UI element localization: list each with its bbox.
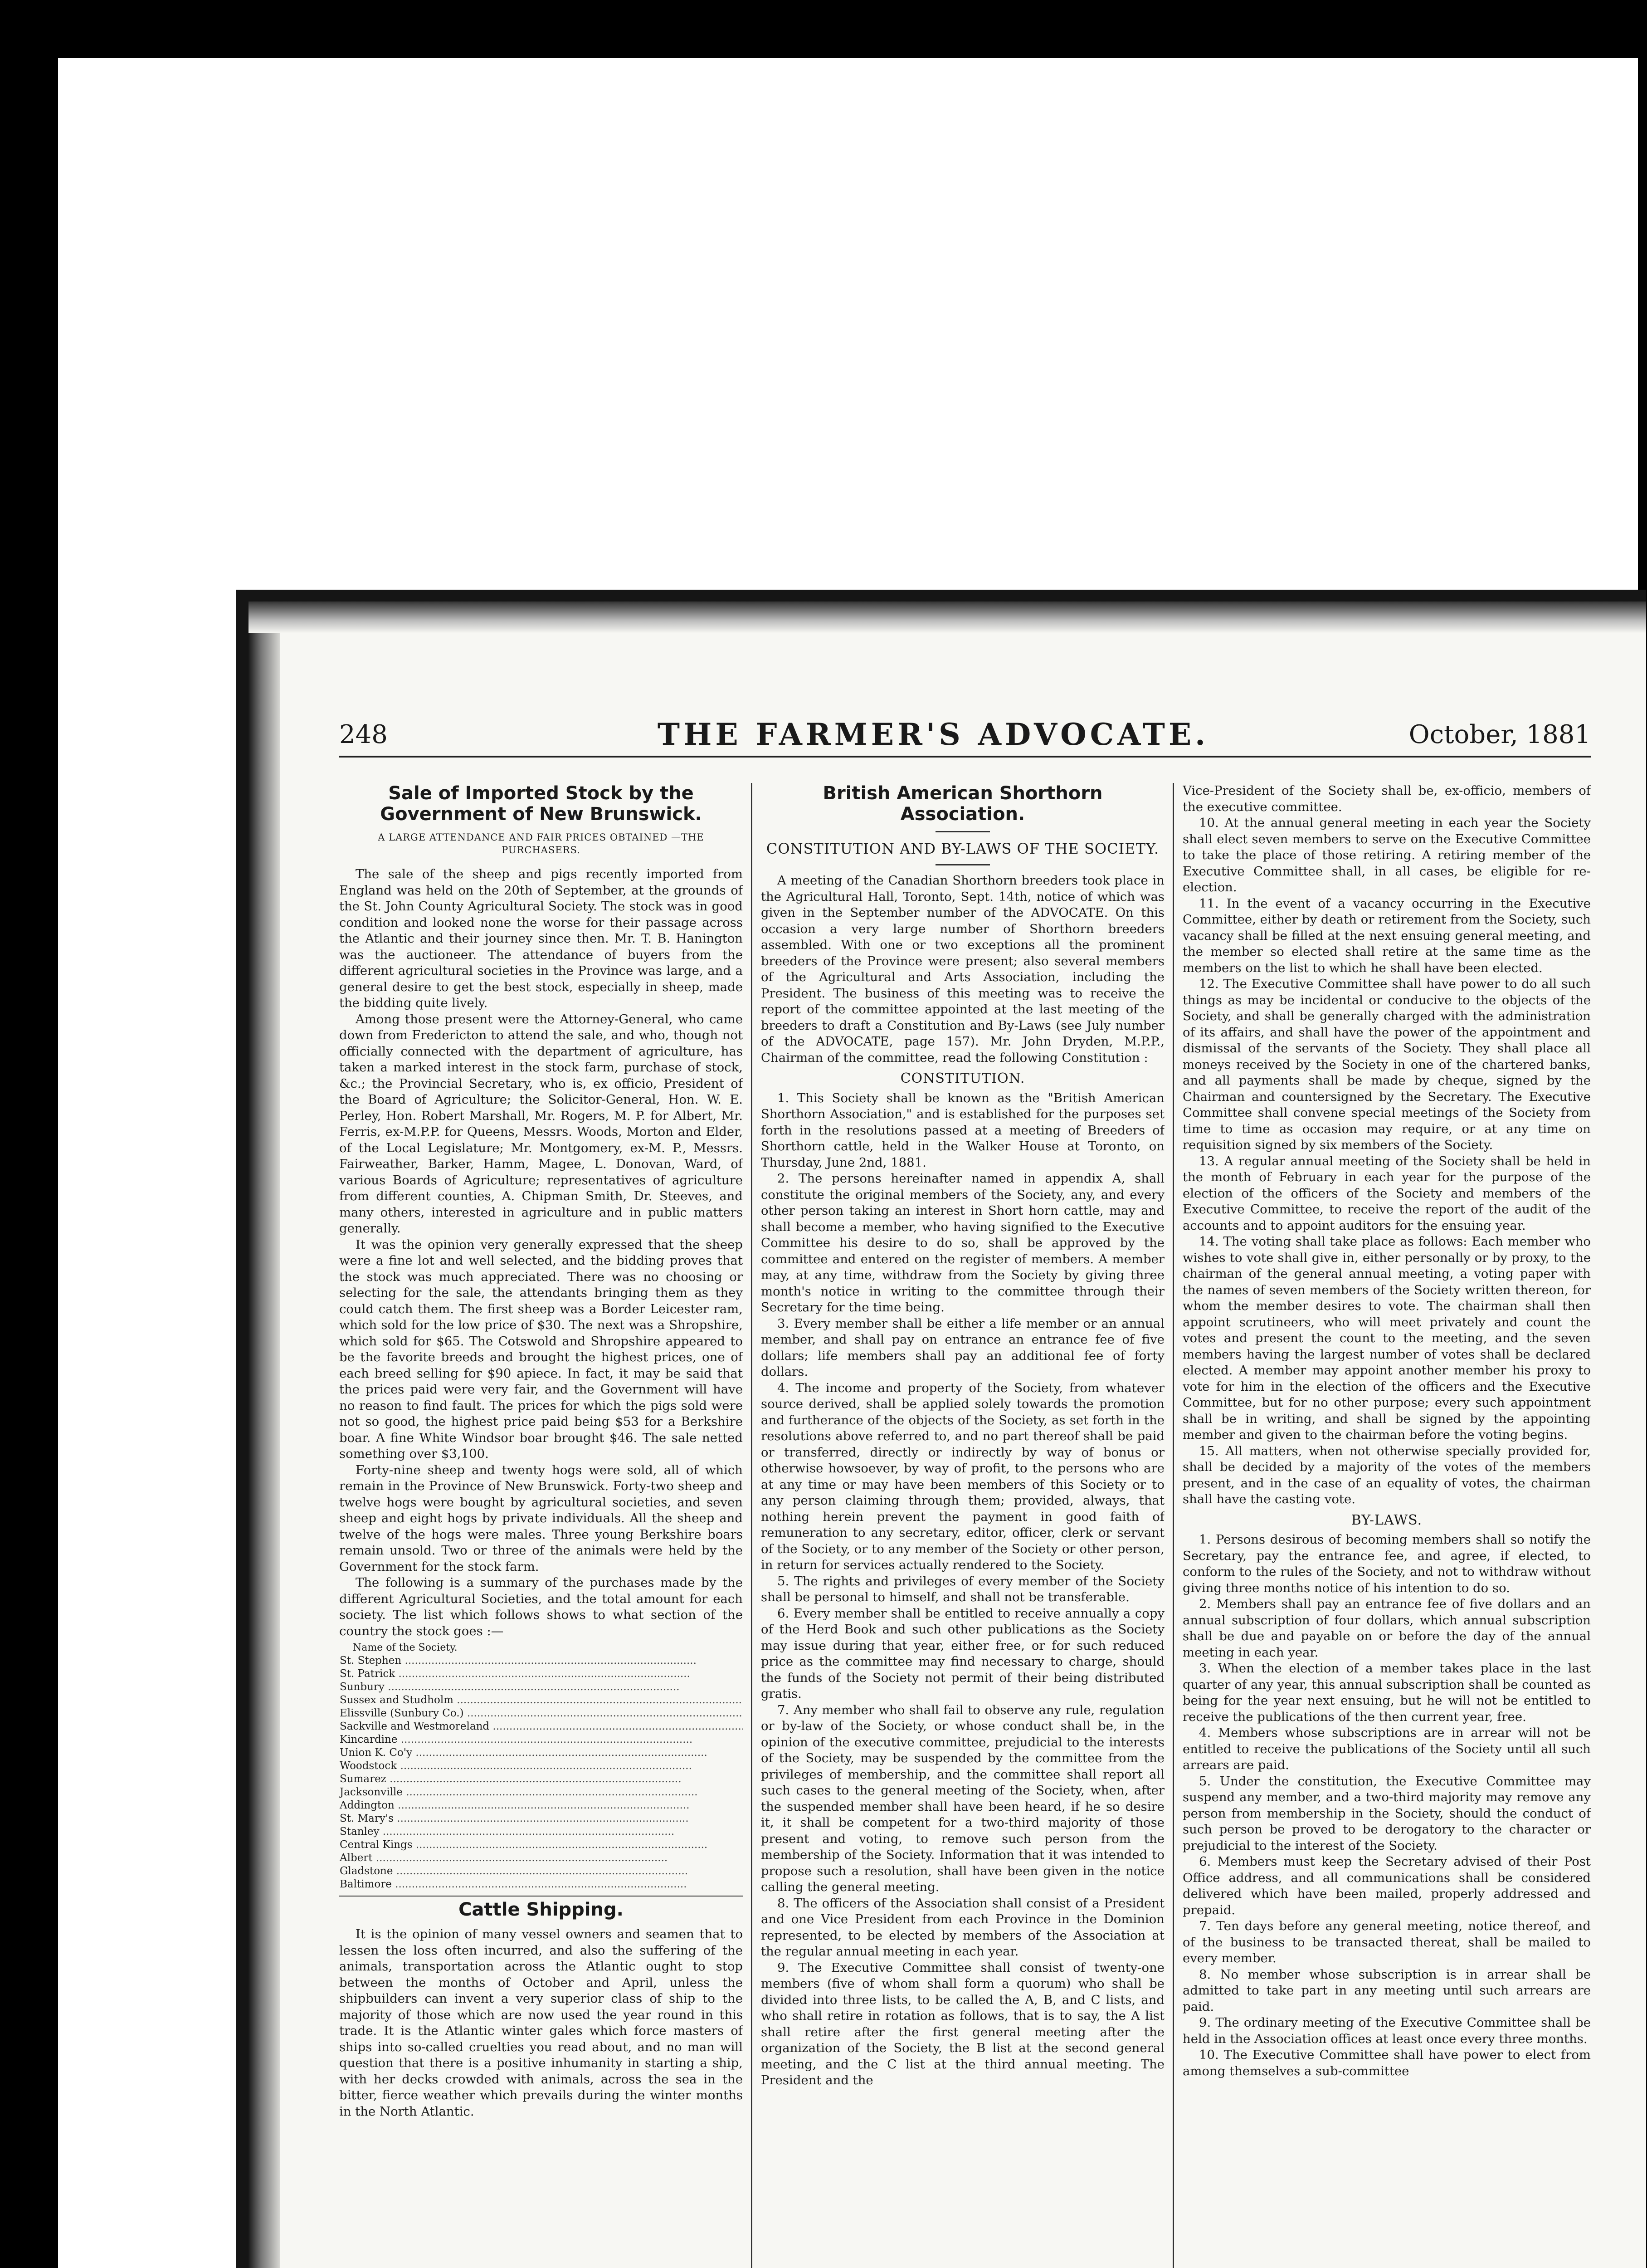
bylaw-clause: 8. No member whose subscription is in arrear shall be admitted to take part in any meeting until such arrears are paid. — [1183, 1967, 1591, 2014]
constitution-clause: 1. This Society shall be known as the "British American Shorthorn Association," and is established for the purposes set forth in the resolutions passed at a meeting of Breeders of Shorthorn cattle, held in the Walker House at Toronto, on Thursday, June 2nd, 1881. — [761, 1090, 1165, 1170]
table-rule — [339, 1896, 743, 1897]
constitution-clause: 4. The income and property of the Society, from whatever source derived, shall be applied solely towards the promotion and furtherance of the objects of the Society, as set forth in the resolutions above referred to, and no part thereof shall be paid or transferred, directly or indirectly by way of bonus or otherwise howsoever, by way of profit, to the persons who are at any time or may have been members of this Society or to any person claiming through them; provided, always, that nothing herein prevent the payment in good faith of remuneration to any secretary, editor, officer, clerk or servant of the Society, or to any member of the Society or other person, in return for services actually rendered to the Society. — [761, 1380, 1165, 1572]
constitution-clause: 6. Every member shall be entitled to receive annually a copy of the Herd Book and such other publications as the Society may issue during that year, either free, or for such reduced price as the committee may find necessary to charge, should the funds of the Society not permit of their being distributed gratis. — [761, 1606, 1165, 1701]
column-rule — [751, 783, 752, 2268]
bylaw-clause: 1. Persons desirous of becoming members shall so notify the Secretary, pay the entrance fee, and agree, if elected, to conform to the rules of the Society, and not to withdraw without giving three months notice of his intention to do so. — [1183, 1532, 1591, 1595]
constitution-clause: 3. Every member shall be either a life member or an annual member, and shall pay on entrance an entrance fee of five dollars; life members shall pay an additional fee of forty dollars. — [761, 1316, 1165, 1379]
article-paragraph: The sale of the sheep and pigs recently imported from England was held on the 20th of September, at the grounds of the St. John County Agricultural Society. The stock was in good condition and looked none the worse for their passage across the Atlantic and their journey since then. Mr. T. B. Hanington was the auctioneer. The attendance of buyers from the different agricultural societies in the Province was large, and a general desire to get the best stock, especially in sheep, made the bidding quite lively. — [339, 867, 743, 1010]
table-row — [339, 1694, 743, 1707]
table-row — [339, 1720, 743, 1733]
society-name: Jacksonville ..... — [339, 1786, 743, 1799]
society-name: Kincardine ..... — [339, 1733, 743, 1746]
table-row — [339, 1812, 743, 1825]
society-name: Gladstone ..... — [339, 1865, 743, 1878]
table-row — [339, 1878, 743, 1891]
table-row — [339, 1667, 743, 1681]
publication-title: THE FARMER'S ADVOCATE. — [657, 717, 1209, 752]
table-row — [339, 1760, 743, 1773]
society-name: Sussex and Studholm ..... — [339, 1694, 743, 1707]
column-3 — [1183, 783, 1591, 2268]
constitution-clause: Vice-President of the Society shall be, ex-officio, members of the executive committee. — [1183, 783, 1591, 814]
scan-border-top — [0, 0, 1647, 58]
bylaw-clause: 4. Members whose subscriptions are in arrear will not be entitled to receive the publications of the Society until all such arrears are paid. — [1183, 1725, 1591, 1772]
table-row — [339, 1773, 743, 1786]
society-name: Union K. Co'y ..... — [339, 1746, 743, 1760]
column-1 — [339, 783, 743, 2268]
issue-date: October, 1881 — [1408, 720, 1591, 749]
constitution-clause: 2. The persons hereinafter named in appendix A, shall constitute the original members of the Society, any, and every other person taking an interest in Short horn cattle, may and shall become a member, who having signified to the Executive Committee his desire to do so, shall be approved by the committee and entered on the register of members. A member may, at any time, withdraw from the Society by giving three month's notice in writing to the committee through their Secretary for the time being. — [761, 1171, 1165, 1315]
page-edge — [249, 601, 1646, 633]
constitution-clause: 5. The rights and privileges of every member of the Society shall be personal to himself, and shall not be transferable. — [761, 1574, 1165, 1604]
table-row — [339, 1707, 743, 1720]
constitution-clause: 10. At the annual general meeting in each year the Society shall elect seven members to serve on the Executive Committee to take the place of those retiring. A retiring member of the Executive Committee shall, in all cases, be eligible for re-election. — [1183, 816, 1591, 894]
table-row — [339, 1654, 743, 1667]
short-rule — [936, 831, 990, 832]
section-heading: CONSTITUTION. — [900, 1070, 1025, 1086]
table-row — [339, 1681, 743, 1694]
masthead — [339, 715, 1591, 758]
newspaper-page — [236, 590, 1646, 2268]
society-name: St. Stephen ..... — [339, 1654, 743, 1667]
purchases-table-body — [339, 1654, 743, 1891]
table-row — [339, 1799, 743, 1812]
constitution-clause: 9. The Executive Committee shall consist of twenty-one members (five of whom shall form a quorum) who shall be divided into three lists, to be called the A, B, and C lists, and who shall retire in rotation as follows, that is to say, the A list shall retire after the first general meeting after the organization of the Society, the B list at the second general meeting, and the C list at the third annual meeting. The President and the — [761, 1960, 1165, 2087]
bylaw-clause: 6. Members must keep the Secretary advised of their Post Office address, and all communications shall be considered delivered which have been mailed, properly addressed and prepaid. — [1183, 1854, 1591, 1917]
bylaw-clause: 2. Members shall pay an entrance fee of five dollars and an annual subscription of four dollars, which annual subscription shall be due and payable on or before the day of the annual meeting in each year. — [1183, 1597, 1591, 1660]
article-headline: British American Shorthorn Association. — [823, 783, 1103, 825]
article-headline: Sale of Imported Stock by the Government of New Brunswick. — [380, 783, 702, 825]
article-paragraph: Among those present were the Attorney-General, who came down from Fredericton to attend the sale, and who, though not officially connected with the department of agriculture, has taken a marked interest in the stock farm, purchase of stock, &c.; the Provincial Secretary, who is, ex officio, President of the Board of Agriculture; the Solicitor-General, Hon. W. E. Perley, Hon. Robert Marshall, Mr. Rogers, M. P. for Albert, Mr. Ferris, ex-M.P.P. for Queens, Messrs. Woods, Morton and Elder, of the Local Legislature; Mr. Montgomery, ex-M. P., Messrs. Fairweather, Barker, Hamm, Magee, L. Donovan, Ward, of various Boards of Agriculture; representatives of agriculture from different counties, A. Chipman Smith, Dr. Steeves, and many others, interested in agriculture and in public matters generally. — [339, 1012, 743, 1236]
constitution-clause: 7. Any member who shall fail to observe any rule, regulation or by-law of the Society, or whose conduct shall be, in the opinion of the executive committee, prejudicial to the interests of the Society, may be suspended by the committee from the privileges of membership, and the committee shall report all such cases to the general meeting of the Society, when, after the suspended member shall have been heard, if he so desire it, it shall be competent for a two-third majority of those present and voting, to remove such person from the membership of the Society. Information that it was intended to propose such a resolution, shall have been given in the notice calling the general meeting. — [761, 1702, 1165, 1894]
society-name: Baltimore ..... — [339, 1878, 743, 1891]
society-name: Elissville (Sunbury Co.) ..... — [339, 1707, 743, 1720]
table-row — [339, 1786, 743, 1799]
article-paragraph: A meeting of the Canadian Shorthorn breeders took place in the Agricultural Hall, Toronto, Sept. 14th, notice of which was given in the September number of the ADVOCATE. On this occasion a very large number of Shorthorn breeders assembled. With one or two exceptions all the prominent breeders of the Province were present; also several members of the Agricultural and Arts Association, including the President. The business of this meeting was to receive the report of the committee appointed at the last meeting of the breeders to draft a Constitution and By-Laws (see July number of the ADVOCATE, page 157). Mr. John Dryden, M.P.P., Chairman of the committee, read the following Constitution : — [761, 873, 1165, 1065]
article-paragraph: The following is a summary of the purchases made by the different Agricultural Societies, and the total amount for each society. The list which follows shows to what section of the country the stock goes :— — [339, 1575, 743, 1638]
article-headline: Cattle Shipping. — [458, 1899, 624, 1920]
bylaw-clause: 3. When the election of a member takes place in the last quarter of any year, this annual subscription shall be counted as being for the year next ensuing, but he will not be entitled to receive the publications of the then current year, free. — [1183, 1661, 1591, 1724]
society-name: St. Mary's ..... — [339, 1812, 743, 1825]
table-row — [339, 1865, 743, 1878]
short-rule — [936, 864, 990, 865]
bylaw-clause: 5. Under the constitution, the Executive Committee may suspend any member, and a two-third majority may remove any person from membership in the Society, should the conduct of such person be proved to be derogatory to the character or prejudicial to the interest of the Society. — [1183, 1774, 1591, 1853]
constitution-clause: 15. All matters, when not otherwise specially provided for, shall be decided by a majority of the votes of the members present, and in the case of an equality of votes, the chairman shall have the casting vote. — [1183, 1443, 1591, 1506]
society-name: Addington ..... — [339, 1799, 743, 1812]
section-heading: BY-LAWS. — [1351, 1512, 1423, 1528]
table-row — [339, 1746, 743, 1760]
table-row — [339, 1852, 743, 1865]
constitution-clause: 8. The officers of the Association shall consist of a President and one Vice President from each Province in the Dominion represented, to be elected by members of the Association at the regular annual meeting in each year. — [761, 1896, 1165, 1959]
society-name: St. Patrick ..... — [339, 1667, 743, 1681]
constitution-clause: 14. The voting shall take place as follows: Each member who wishes to vote shall give in, either personally or by proxy, to the chairman of the general annual meeting, a voting paper with the names of seven members of the Society written thereon, for whom the member desires to vote. The chairman shall then appoint scrutineers, who will meet privately and count the votes and present the count to the meeting, and the seven members having the largest number of votes shall be declared elected. A member may appoint another member his proxy to vote for him in the election of the officers and the Executive Committee, but for no other purpose; every such appointment shall be in writing, and shall be signed by the appointing member and given to the chairman before the voting begins. — [1183, 1234, 1591, 1442]
bylaw-clause: 9. The ordinary meeting of the Executive Committee shall be held in the Association offices at least once every three months. — [1183, 2015, 1591, 2046]
column-rule — [1173, 783, 1174, 2268]
society-name: Stanley ..... — [339, 1825, 743, 1838]
table-row — [339, 1733, 743, 1746]
column-2 — [761, 783, 1165, 2268]
society-name: Sackville and Westmoreland ..... — [339, 1720, 743, 1733]
society-name: Central Kings ..... — [339, 1838, 743, 1852]
purchases-table — [339, 1641, 743, 1891]
article-subhead: A LARGE ATTENDANCE AND FAIR PRICES OBTAINED —THE PURCHASERS. — [378, 832, 704, 855]
society-name: Albert ..... — [339, 1852, 743, 1865]
bylaw-clause: 7. Ten days before any general meeting, notice thereof, and of the business to be transacted thereat, shall be mailed to every member. — [1183, 1919, 1591, 1965]
society-name: Woodstock ..... — [339, 1760, 743, 1773]
society-name: Sumarez ..... — [339, 1773, 743, 1786]
constitution-clause: 11. In the event of a vacancy occurring in the Executive Committee, either by death or retirement from the Society, such vacancy shall be filled at the next ensuing general meeting, and the member so elected shall retire at the same time as the members on the list to which he shall have been elected. — [1183, 896, 1591, 975]
constitution-clause: 12. The Executive Committee shall have power to do all such things as may be incidental or conducive to the objects of the Society, and shall be generally charged with the administration of its affairs, and shall have the power of the appointment and dismissal of the servants of the Society. They shall place all moneys received by the Society in one of the chartered banks, and all payments shall be made by cheque, signed by the Chairman and countersigned by the Secretary. The Executive Committee shall convene special meetings of the Society from time to time as occasion may require, or at any time on requisition signed by six members of the Society. — [1183, 977, 1591, 1152]
table-header-name: Name of the Society. — [353, 1642, 458, 1653]
table-row — [339, 1838, 743, 1852]
binding-shadow — [249, 601, 280, 2268]
page-number: 248 — [339, 720, 388, 749]
article-paragraph: Forty-nine sheep and twenty hogs were sold, all of which remain in the Province of New Brunswick. Forty-two sheep and twelve hogs were bought by agricultural societies, and seven sheep and eight hogs by private individuals. All the sheep and twelve of the hogs were males. Three young Berkshire boars remain unsold. Two or three of the animals were held by the Government for the stock farm. — [339, 1462, 743, 1574]
bylaw-clause: 10. The Executive Committee shall have power to elect from among themselves a sub-committee — [1183, 2048, 1591, 2078]
constitution-clause: 13. A regular annual meeting of the Society shall be held in the month of February in each year for the purpose of the election of the officers of the Society and members of the Executive Committee, to receive the report of the audit of the accounts and to appoint auditors for the ensuing year. — [1183, 1154, 1591, 1233]
scan-border-left — [0, 0, 58, 2268]
table-row — [339, 1825, 743, 1838]
article-subhead: CONSTITUTION AND BY-LAWS OF THE SOCIETY. — [766, 840, 1160, 857]
article-paragraph: It was the opinion very generally expressed that the sheep were a fine lot and well selected, and the bidding proves that the stock was much appreciated. There was no choosing or selecting for the sale, the attendants bringing them as they could catch them. The first sheep was a Border Leicester ram, which sold for the low price of $30. The next was a Shropshire, which sold for $65. The Cotswold and Shropshire appeared to be the favorite breeds and brought the highest prices, one of each breed selling for $90 apiece. In fact, it may be said that the prices paid were very fair, and the Government will have no reason to find fault. The prices for which the pigs sold were not so good, the highest price paid being $53 for a Berkshire boar. A fine White Windsor boar brought $46. The sale netted something over $3,100. — [339, 1237, 743, 1461]
article-paragraph: It is the opinion of many vessel owners and seamen that to lessen the loss often incurred, and also the suffering of the animals, transportation across the Atlantic ought to stop between the months of October and April, unless the shipbuilders can invent a very superior class of ship to the majority of those which are now used the year round in this trade. It is the Atlantic winter gales which force masters of ships into so-called cruelties you read about, and no man will question that there is a positive inhumanity in starting a ship, with her decks crowded with animals, across the sea in the bitter, fierce weather which prevails during the winter months in the North Atlantic. — [339, 1927, 743, 2119]
society-name: Sunbury ..... — [339, 1681, 743, 1694]
